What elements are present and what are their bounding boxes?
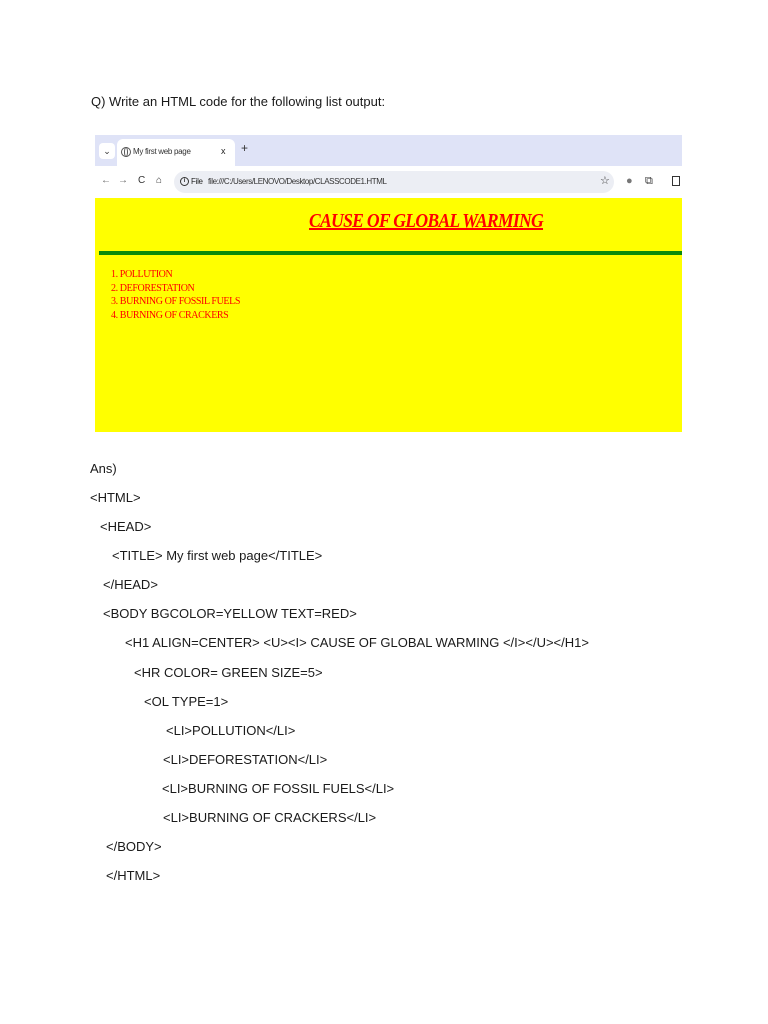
- info-icon[interactable]: i: [180, 177, 189, 186]
- profile-icon[interactable]: ●: [626, 175, 633, 187]
- tab-bar: [95, 135, 682, 166]
- forward-arrow-icon[interactable]: →: [118, 175, 128, 186]
- new-tab-button[interactable]: +: [241, 141, 249, 155]
- chevron-down-icon[interactable]: ⌄: [99, 143, 115, 159]
- list-item: 1. POLLUTION: [111, 269, 173, 280]
- list-item: 4. BURNING OF CRACKERS: [111, 309, 229, 321]
- url-scheme-label: File: [191, 177, 203, 186]
- code-line: </HEAD>: [103, 577, 158, 592]
- code-line: <LI>BURNING OF FOSSIL FUELS</LI>: [162, 781, 395, 796]
- side-panel-icon[interactable]: [672, 176, 680, 186]
- reload-icon[interactable]: C: [138, 175, 146, 186]
- browser-screenshot: [95, 135, 682, 432]
- globe-icon: [121, 147, 131, 157]
- code-line: <HTML>: [90, 490, 141, 505]
- list-item: 3. BURNING OF FOSSIL FUELS: [111, 296, 240, 307]
- answer-label: Ans): [90, 461, 117, 476]
- question-text: Q) Write an HTML code for the following list output:: [91, 94, 386, 109]
- code-line: <LI>BURNING OF CRACKERS</LI>: [163, 810, 377, 825]
- page-heading: CAUSE OF GLOBAL WARMING: [308, 210, 544, 232]
- code-line: </HTML>: [106, 868, 161, 883]
- code-line: <LI>POLLUTION</LI>: [166, 723, 296, 738]
- back-arrow-icon[interactable]: ←: [101, 175, 111, 186]
- browser-toolbar: [95, 166, 682, 198]
- code-line: <H1 ALIGN=CENTER> <U><I> CAUSE OF GLOBAL WARMING </I></U></H1>: [125, 635, 589, 650]
- code-line: <TITLE> My first web page</TITLE>: [112, 548, 323, 563]
- home-icon[interactable]: ⌂: [156, 175, 163, 186]
- horizontal-rule: [99, 251, 682, 255]
- code-line: <LI>DEFORESTATION</LI>: [163, 752, 328, 767]
- url-text[interactable]: file:///C:/Users/LENOVO/Desktop/CLASSCODE1.HTML: [208, 177, 387, 186]
- tab-title: My first web page: [133, 147, 191, 156]
- cause-list: [111, 268, 240, 322]
- browser-tab[interactable]: [117, 139, 235, 166]
- close-icon[interactable]: x: [221, 146, 226, 156]
- code-line: <BODY BGCOLOR=YELLOW TEXT=RED>: [103, 606, 357, 621]
- code-line: <OL TYPE=1>: [144, 694, 229, 709]
- extensions-icon[interactable]: ⧉: [645, 175, 653, 187]
- star-icon[interactable]: ☆: [600, 175, 610, 187]
- code-line: </BODY>: [106, 839, 162, 854]
- code-line: <HR COLOR= GREEN SIZE=5>: [134, 665, 323, 680]
- address-bar[interactable]: [174, 171, 614, 193]
- list-item: 2. DEFORESTATION: [111, 282, 195, 294]
- code-line: <HEAD>: [100, 519, 152, 534]
